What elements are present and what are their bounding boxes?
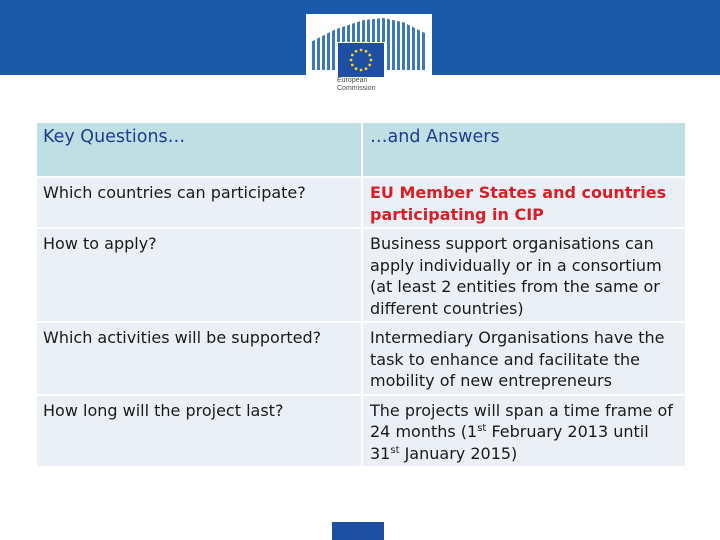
answer-text-part2: February 2013 until 31 [370,422,649,463]
eu-flag-icon [337,42,385,78]
bottom-eu-flag-strip [332,522,384,540]
ordinal-suffix: st [477,423,487,434]
answer-cell: Intermediary Organisations have the task to enhance and facilitate the mobility of new entrepreneurs [362,322,685,395]
european-commission-logo [306,14,432,100]
qa-table [37,123,685,468]
table-row [37,177,685,228]
header-answers: …and Answers [362,123,685,177]
answer-cell: EU Member States and countries participating in CIP [362,177,685,228]
table-row [37,228,685,322]
question-cell: Which activities will be supported? [37,322,362,395]
question-cell: How long will the project last? [37,395,362,468]
answer-cell [362,395,685,468]
table-row [37,322,685,395]
question-cell: How to apply? [37,228,362,322]
logo-text-line2: Commission [337,85,376,92]
logo-text-line1: European [337,77,368,84]
header-questions: Key Questions… [37,123,362,177]
answer-text-part1: The projects will span a time frame of 24 months (1 [370,400,673,441]
logo-text [337,77,427,93]
answer-text-part3: January 2015) [399,443,518,463]
table-header-row [37,123,685,177]
ordinal-suffix: st [390,444,400,456]
question-cell: Which countries can participate? [37,177,362,228]
table-row [37,395,685,468]
answer-cell: Business support organisations can apply individually or in a consortium (at least 2 entities from the same or different countries) [362,228,685,322]
